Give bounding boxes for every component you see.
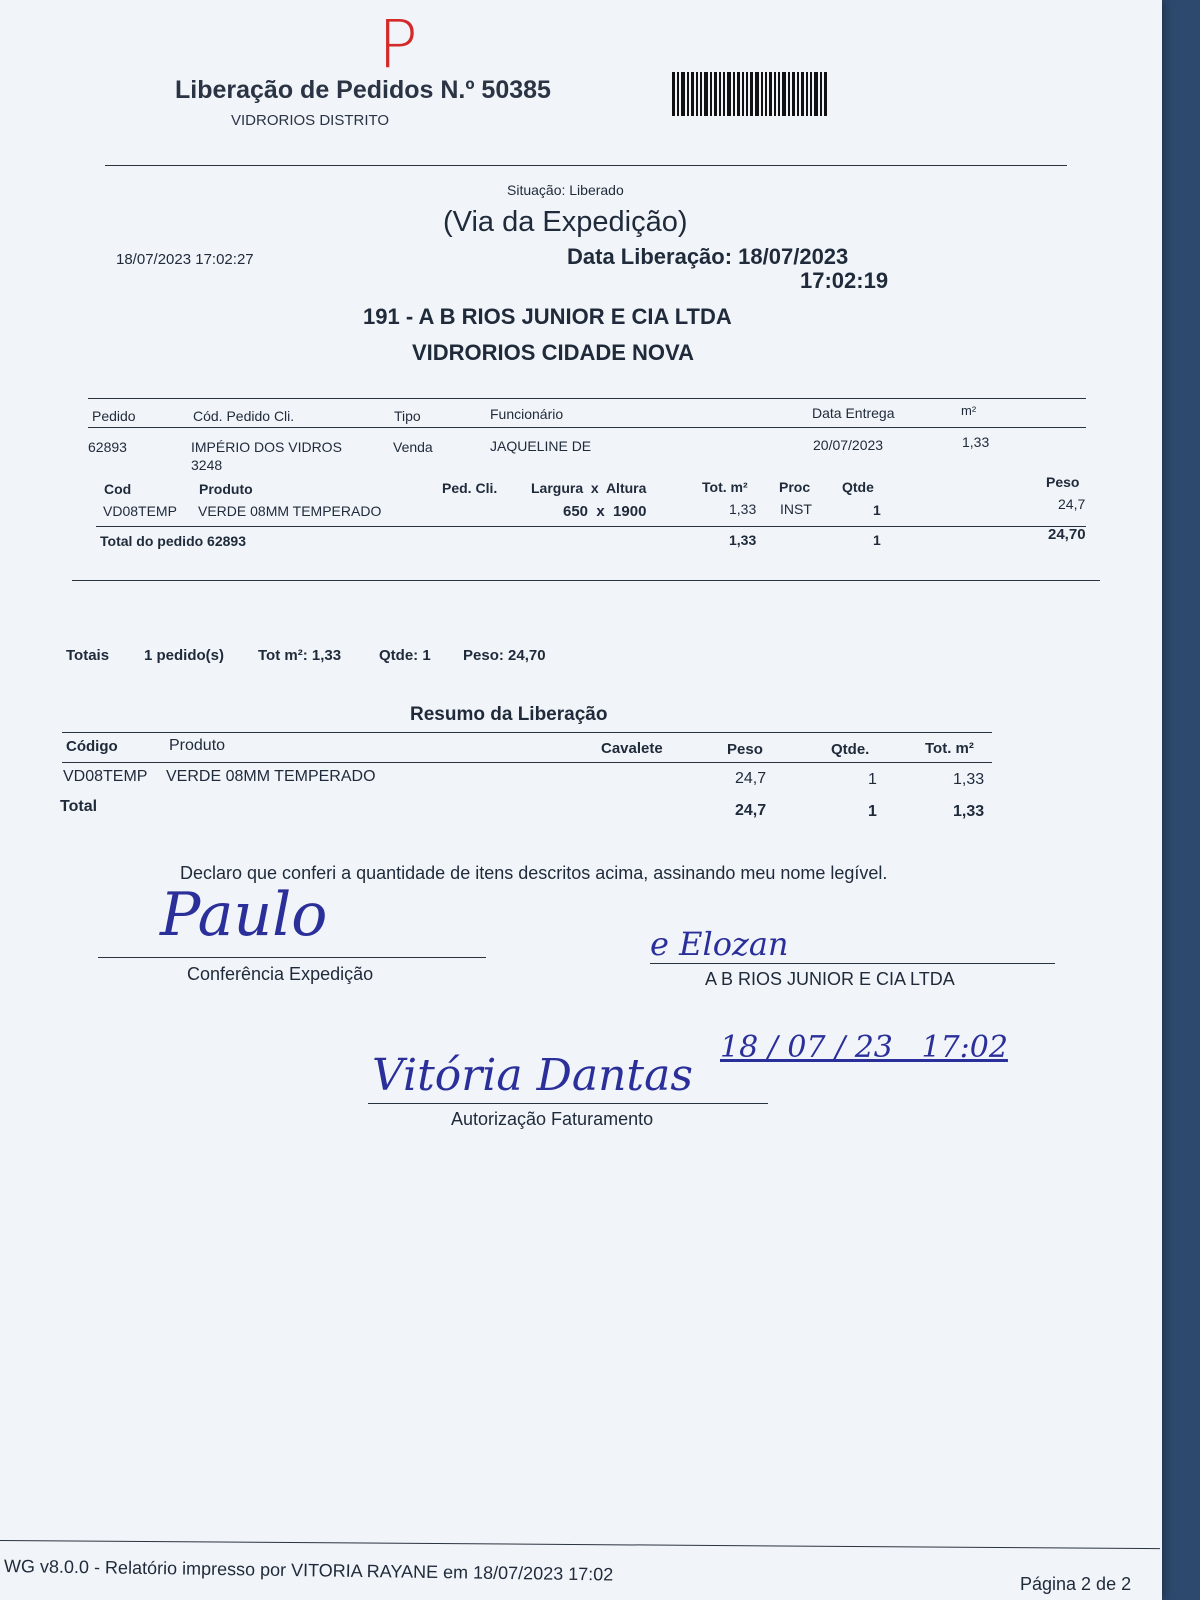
order-total-label: Total do pedido 62893: [100, 533, 246, 549]
summary-total-peso: 24,7: [735, 802, 767, 819]
handwritten-date: 18 / 07 / 23 17:02: [720, 1030, 1008, 1065]
col-header-pedido: Pedido: [92, 408, 136, 424]
order-total-peso: 24,70: [1048, 526, 1086, 543]
authorization-signature: Vitória Dantas: [372, 1050, 693, 1101]
order-m2: 1,33: [962, 434, 990, 450]
client-signature: e Elozan: [650, 925, 789, 963]
summary-header-peso: Peso: [727, 741, 763, 758]
barcode: [672, 72, 827, 116]
item-product: VERDE 08MM TEMPERADO: [198, 503, 382, 519]
delivery-date: 20/07/2023: [813, 437, 884, 453]
summary-header-produto: Produto: [169, 737, 226, 754]
client-order-code-line2: 3248: [191, 457, 223, 473]
client-name: 191 - A B RIOS JUNIOR E CIA LTDA: [363, 304, 732, 329]
summary-title: Resumo da Liberação: [410, 704, 608, 725]
handwritten-p-mark: P: [378, 6, 418, 83]
totals-label: Totais: [66, 647, 110, 664]
summary-row-produto: VERDE 08MM TEMPERADO: [166, 768, 376, 785]
summary-header-cavalete: Cavalete: [601, 740, 663, 757]
summary-total-label: Total: [60, 798, 98, 815]
branch-name: VIDRORIOS DISTRITO: [231, 112, 390, 129]
summary-row-codigo: VD08TEMP: [63, 768, 148, 785]
item-header-proc: Proc: [779, 479, 811, 495]
col-header-tipo: Tipo: [394, 408, 421, 424]
order-table-top-rule: [88, 398, 1086, 399]
client-signature-line: [650, 963, 1055, 964]
copy-label: (Via da Expedição): [443, 206, 688, 238]
declaration-text: Declaro que conferi a quantidade de itens descritos acima, assinando meu nome legível.: [180, 863, 888, 883]
col-header-m2: m²: [961, 403, 977, 418]
order-number: 62893: [88, 439, 127, 455]
conference-signature-line: [98, 957, 486, 958]
order-total-m2: 1,33: [729, 532, 757, 548]
item-header-peso: Peso: [1046, 474, 1080, 490]
order-table-bottom-rule: [72, 580, 1100, 581]
summary-header-tot-m2: Tot. m²: [925, 740, 974, 757]
item-code: VD08TEMP: [103, 503, 177, 519]
item-header-cod: Cod: [104, 481, 132, 497]
page-number: Página 2 de 2: [1020, 1574, 1132, 1594]
totals-qtde: Qtde: 1: [379, 647, 431, 664]
item-header-dimensions: Largura x Altura: [531, 480, 647, 496]
item-qtde: 1: [873, 502, 881, 518]
print-timestamp: 18/07/2023 17:02:27: [116, 251, 254, 268]
summary-total-qtde: 1: [868, 803, 877, 820]
conference-signature: Paulo: [160, 880, 328, 950]
employee-name: JAQUELINE DE: [490, 438, 592, 454]
summary-top-rule: [62, 732, 992, 733]
summary-header-rule: [62, 762, 992, 763]
totals-weight: Peso: 24,70: [463, 647, 546, 664]
footer-printed-by: WG v8.0.0 - Relatório impresso por VITORIA RAYANE em 18/07/2023 17:02: [3, 1556, 614, 1585]
conference-label: Conferência Expedição: [187, 964, 374, 984]
item-dimensions: 650 x 1900: [563, 503, 647, 520]
summary-row-peso: 24,7: [735, 770, 767, 787]
totals-orders: 1 pedido(s): [144, 647, 225, 664]
authorization-label: Autorização Faturamento: [451, 1109, 654, 1129]
release-time: 17:02:19: [800, 268, 889, 293]
item-proc: INST: [780, 501, 812, 517]
summary-total-tot-m2: 1,33: [953, 803, 985, 820]
item-header-tot-m2: Tot. m²: [702, 479, 748, 495]
item-header-ped-cli: Ped. Cli.: [442, 480, 498, 496]
summary-header-codigo: Código: [66, 738, 118, 755]
header-divider: [105, 165, 1067, 166]
order-header-rule: [88, 427, 1086, 428]
col-header-funcionario: Funcionário: [490, 406, 564, 422]
totals-m2: Tot m²: 1,33: [258, 647, 342, 664]
item-peso: 24,7: [1058, 496, 1086, 512]
col-header-data-entrega: Data Entrega: [812, 405, 895, 421]
item-tot-m2: 1,33: [729, 501, 757, 517]
order-type: Venda: [393, 439, 433, 455]
authorization-signature-line: [368, 1103, 768, 1104]
summary-header-qtde: Qtde.: [831, 741, 870, 758]
client-store: VIDRORIOS CIDADE NOVA: [412, 340, 694, 365]
client-label: A B RIOS JUNIOR E CIA LTDA: [705, 969, 955, 989]
col-header-cod-pedido-cli: Cód. Pedido Cli.: [193, 408, 295, 424]
summary-row-tot-m2: 1,33: [953, 771, 985, 788]
order-items-rule: [96, 526, 1086, 527]
item-header-produto: Produto: [199, 481, 253, 497]
order-total-qtde: 1: [873, 532, 881, 548]
footer-rule: [0, 1540, 1160, 1549]
item-header-qtde: Qtde: [842, 479, 874, 495]
release-date: Data Liberação: 18/07/2023: [567, 244, 849, 269]
status-text: Situação: Liberado: [507, 182, 624, 198]
document-title: Liberação de Pedidos N.º 50385: [175, 76, 551, 104]
client-order-code-line1: IMPÉRIO DOS VIDROS: [191, 439, 342, 455]
summary-row-qtde: 1: [868, 771, 877, 788]
